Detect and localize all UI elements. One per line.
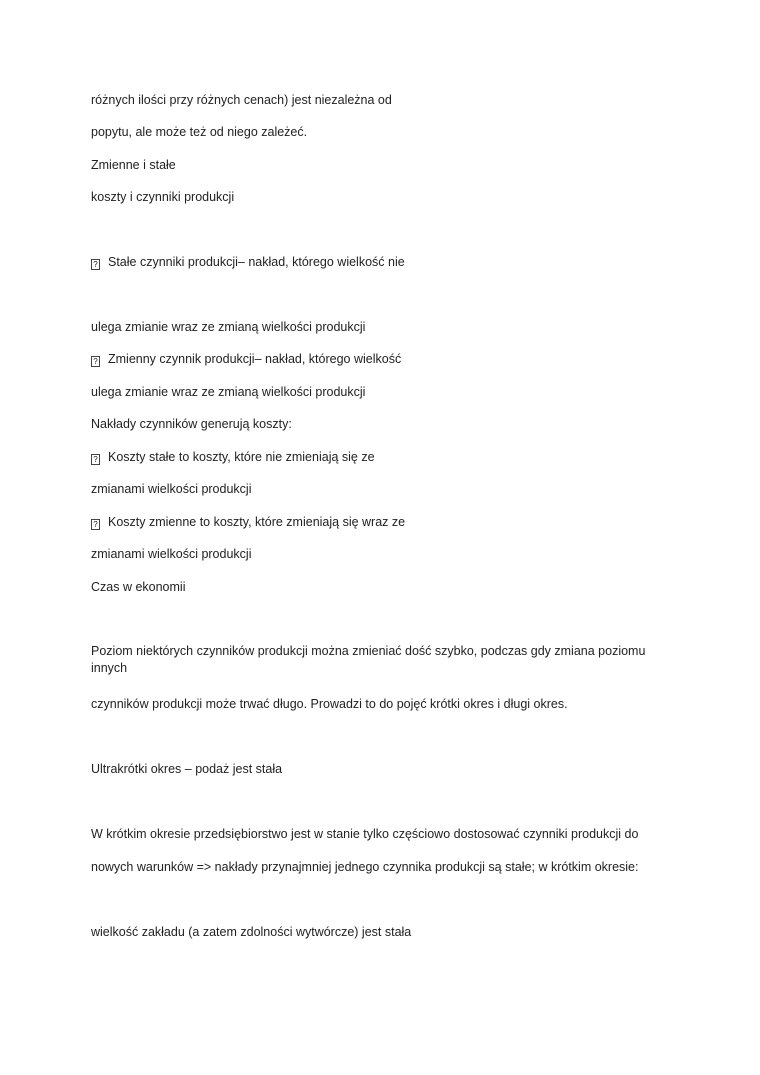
bullet-item: [91, 351, 691, 368]
text-line: ulega zmianie wraz ze zmianą wielkości produkcji: [91, 320, 366, 334]
text-line: Ultrakrótki okres – podaż jest stała: [91, 762, 283, 776]
text-line: ulega zmianie wraz ze zmianą wielkości produkcji: [91, 385, 366, 399]
paragraph: Poziom niektórych czynników produkcji można zmieniać dość szybko, podczas gdy zmiana poziomu innych: [91, 644, 646, 675]
text-line: Nakłady czynników generują koszty:: [91, 417, 292, 431]
bullet-text: Koszty stałe to koszty, które nie zmieniają się ze: [108, 450, 375, 464]
text-line: W krótkim okresie przedsiębiorstwo jest w stanie tylko częściowo dostosować czynniki produkcji do: [91, 827, 639, 841]
section-heading: koszty i czynniki produkcji: [91, 190, 235, 204]
text-line: nowych warunków => nakłady przynajmniej jednego czynnika produkcji są stałe; w krótkim okresie:: [91, 860, 639, 874]
bullet-text: Koszty zmienne to koszty, które zmieniają się wraz ze: [108, 515, 406, 529]
text-line: popytu, ale może też od niego zależeć.: [91, 125, 308, 139]
bullet-text: Stałe czynniki produkcji– nakład, którego wielkość nie: [108, 255, 405, 269]
text-line: wielkość zakładu (a zatem zdolności wytwórcze) jest stała: [91, 925, 412, 939]
text-line: czynników produkcji może trwać długo. Prowadzi to do pojęć krótki okres i długi okres.: [91, 697, 568, 711]
bullet-icon: ?: [91, 519, 100, 530]
text-line: zmianami wielkości produkcji: [91, 547, 252, 561]
bullet-item: [91, 254, 691, 271]
text-line: różnych ilości przy różnych cenach) jest niezależna od: [91, 93, 392, 107]
section-heading: Zmienne i stałe: [91, 158, 176, 172]
bullet-icon: ?: [91, 454, 100, 465]
text-line: zmianami wielkości produkcji: [91, 482, 252, 496]
bullet-item: [91, 514, 691, 531]
bullet-text: Zmienny czynnik produkcji– nakład, którego wielkość: [108, 352, 402, 366]
bullet-icon: ?: [91, 356, 100, 367]
bullet-icon: ?: [91, 259, 100, 270]
bullet-item: [91, 449, 691, 466]
section-heading: Czas w ekonomii: [91, 580, 186, 594]
